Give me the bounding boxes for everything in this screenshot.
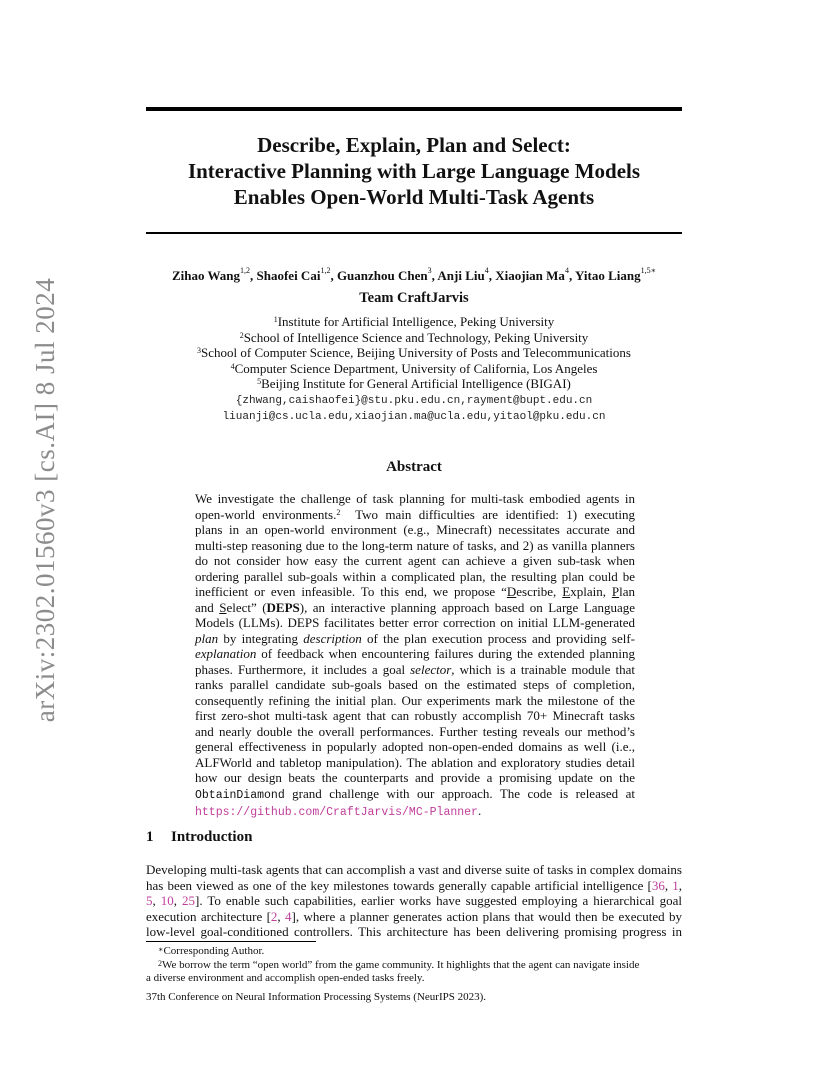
initial-letter: D: [506, 584, 517, 599]
citation-link[interactable]: 5: [146, 893, 153, 908]
initial-letter: S: [219, 599, 227, 615]
text-run: xplain,: [570, 584, 612, 599]
emphasis: description: [303, 630, 362, 646]
footnote: [146, 945, 682, 959]
author-list: Zihao Wang$^{1,2}$, Shaofei Cai$^{1,2}$, Guanzhou Chen$^3$, Anji Liu$^4$, Xiaojian Ma$^4$, Yitao Liang$^{1,5∗}$: [171, 266, 657, 283]
footnote-mark: 2: [158, 958, 162, 968]
paper-title: [146, 132, 682, 210]
abstract-line: consequently refining the initial plan. Our experiments mark the milestone of the: [195, 692, 635, 708]
abstract-line: ordering parallel sub-goals within a complicated plan, the resulting plan could be: [195, 568, 635, 584]
affil-text: School of Computer Science, Beijing University of Posts and Telecommunications: [201, 345, 631, 360]
section-title: Introduction: [171, 829, 253, 845]
title-line: Enables Open-World Multi-Task Agents: [233, 185, 595, 209]
affiliation-line: [100, 314, 728, 330]
affil-number: 4: [230, 361, 235, 371]
author-affil: 1,5∗: [640, 266, 657, 275]
abstract-line: multi-step reasoning due to the long-term nature of tasks, and 2) as vanilla planners: [195, 537, 635, 553]
abstract-line: ranks parallel candidate sub-goals based on the estimated steps of completion,: [195, 677, 635, 692]
abstract-line: [195, 646, 635, 662]
affil-number: 3: [197, 346, 202, 355]
affiliation-line: [100, 361, 728, 377]
emphasis: plan: [195, 630, 219, 646]
abstract-line: and nearly double the overall performances. Further testing reveals our method’s: [195, 723, 635, 739]
email-line: liuanji@cs.ucla.edu,xiaojian.ma@ucla.edu,yitaol@pku.edu.cn: [222, 411, 606, 423]
abstract-line: [195, 600, 635, 616]
author-name: Guanzhou Chen: [336, 268, 428, 283]
text-run: elect” (: [226, 599, 267, 615]
affil-text: School of Intelligence Science and Technology, Peking University: [243, 329, 589, 345]
text-run: open-world environments.: [195, 506, 337, 522]
code-term: ObtainDiamond: [195, 788, 285, 802]
emphasis: explanation: [195, 646, 257, 661]
affil-number: 2: [239, 330, 244, 340]
affiliation-line: [100, 376, 728, 392]
footnote-ref[interactable]: 2: [336, 507, 341, 517]
abstract-line: We investigate the challenge of task planning for multi-task embodied agents in: [195, 491, 635, 506]
title-line: Describe, Explain, Plan and Select:: [257, 133, 571, 157]
abstract-line: do not consider how easy the current agent can achieve a given sub-task when: [195, 553, 635, 568]
text-run: has been viewed as one of the key milestones towards generally capable artificial intelligence [: [146, 877, 652, 893]
author-name: Xiaojian Ma: [495, 268, 565, 283]
affil-number: 5: [257, 377, 262, 386]
abstract-line: [195, 507, 635, 523]
team-name: Team CraftJarvis: [359, 290, 469, 306]
intro-line: 5, 10, 25]. To enable such capabilities, earlier works have suggested employing a hierarchical goal: [146, 893, 683, 908]
affil-text: Beijing Institute for General Artificial Intelligence (BIGAI): [261, 376, 571, 391]
text-run: Two main difficulties are identified: 1) executing: [355, 506, 635, 522]
citation-link[interactable]: 36: [651, 877, 665, 893]
affiliation-line: [100, 345, 728, 361]
text-run: by integrating: [218, 630, 304, 646]
affil-text: Computer Science Department, University of California, Los Angeles: [234, 360, 598, 376]
text-run: phases. Furthermore, it includes a goal: [195, 661, 411, 677]
abstract-line: [195, 662, 635, 678]
abstract-line: how our design beats the counterparts and provide a promising update on the: [195, 770, 635, 785]
title-line: Interactive Planning with Large Language Models: [187, 159, 641, 183]
citation-link[interactable]: 2: [270, 908, 278, 924]
intro-line: has been viewed as one of the key milestones towards generally capable artificial intelligence [36, 1,: [146, 877, 683, 893]
abstract-line: [195, 631, 635, 647]
section-heading: [146, 829, 252, 846]
initial-letter: P: [611, 584, 620, 599]
initial-letter: E: [562, 584, 571, 599]
author-affil: 1,2: [320, 266, 331, 275]
abstract-line: [195, 584, 635, 600]
author-name: Anji Liu: [437, 268, 485, 283]
text-run: ], where a planner generates action plans that would then be executed by: [291, 908, 682, 924]
abstract-line: general effectiveness in popularly adopted non-open-ended domains as well (i.e.,: [195, 739, 635, 754]
author-affil: 3: [427, 266, 432, 275]
text-run: execution architecture [: [146, 908, 271, 924]
footnote-mark: ∗: [158, 945, 164, 954]
text-run: escribe,: [516, 584, 563, 599]
code-link[interactable]: https://github.com/CraftJarvis/MC-Planner: [195, 806, 478, 819]
title-bottom-rule: [146, 232, 682, 234]
abstract-line: ALFWorld and tabletop manipulation). The ablation and exploratory studies detail: [195, 754, 635, 770]
text-run: of feedback when encountering failures during the extended planning: [256, 646, 635, 661]
title-top-rule: [146, 107, 682, 111]
section-number: 1: [146, 829, 154, 845]
author-affil: 4: [564, 266, 569, 275]
footnote-text: We borrow the term “open world” from the game community. It highlights that the agent can navigate inside: [162, 958, 640, 971]
citation-link[interactable]: 10: [160, 893, 174, 908]
citation-link[interactable]: 4: [285, 908, 292, 924]
author-affil: 1,2: [240, 266, 251, 275]
footnote-text: Corresponding Author.: [163, 945, 265, 957]
emphasis: selector: [410, 661, 452, 677]
footnote-continuation: a diverse environment and accomplish open-ended tasks freely.: [146, 972, 425, 984]
intro-line: execution architecture [2, 4], where a planner generates action plans that would then be executed by: [146, 908, 682, 924]
intro-line: Developing multi-task agents that can accomplish a vast and diverse suite of tasks in complex domains: [146, 862, 682, 877]
affiliation-line: [100, 330, 728, 346]
text-run: , which is a trainable module that: [451, 661, 635, 677]
abstract-line: [195, 803, 635, 821]
abstract-heading: Abstract: [386, 459, 442, 475]
text-run: of the plan execution process and providing self-: [361, 630, 635, 646]
intro-line: low-level goal-conditioned controllers. This architecture has been delivering promising progress in: [146, 924, 682, 939]
text-run: lan: [619, 584, 635, 599]
text-run: grand challenge with our approach. The code is released at: [284, 785, 635, 801]
footnote-rule: [146, 941, 316, 942]
abstract-line: Models (LLMs). DEPS facilitates better error correction on initial LLM-generated: [195, 615, 635, 630]
venue-note: 37th Conference on Neural Information Processing Systems (NeurIPS 2023).: [146, 991, 487, 1003]
text-run: ), an interactive planning approach based on Large Language: [299, 599, 636, 615]
footnotes: [146, 945, 682, 986]
abstract-line: plans in an open-world environment (e.g., Minecraft) necessitates accurate and: [195, 522, 635, 537]
arxiv-identifier: arXiv:2302.01560v3 [cs.AI] 8 Jul 2024: [30, 277, 60, 723]
text-run: ]. To enable such capabilities, earlier works have suggested employing a hierarchical goal: [195, 893, 683, 908]
affiliations: [100, 314, 728, 392]
text-run: inefficient or even infeasible. To this end, we propose “: [195, 584, 507, 599]
author-name: Shaofei Cai: [256, 268, 321, 283]
text-run: .: [477, 803, 482, 818]
citation-link[interactable]: 1: [672, 877, 679, 893]
affil-text: Institute for Artificial Intelligence, Peking University: [277, 314, 555, 329]
abstract-body: [195, 491, 635, 821]
author-emails: [100, 393, 728, 425]
affil-number: 1: [273, 315, 278, 324]
method-name: DEPS: [266, 599, 300, 615]
author-name: Yitao Liang: [574, 268, 641, 283]
footnote: [146, 959, 682, 973]
email-line: {zhwang,caishaofei}@stu.pku.edu.cn,rayment@bupt.edu.cn: [235, 395, 593, 407]
author-affil: 4: [484, 266, 489, 275]
text-run: and: [195, 599, 220, 615]
author-name: Zihao Wang: [171, 268, 241, 283]
abstract-line: [195, 786, 635, 804]
citation-link[interactable]: 25: [182, 893, 196, 908]
abstract-line: first zero-shot multi-task agent that can robustly accomplish 70+ Minecraft tasks: [195, 708, 635, 723]
introduction-body: [146, 862, 682, 940]
